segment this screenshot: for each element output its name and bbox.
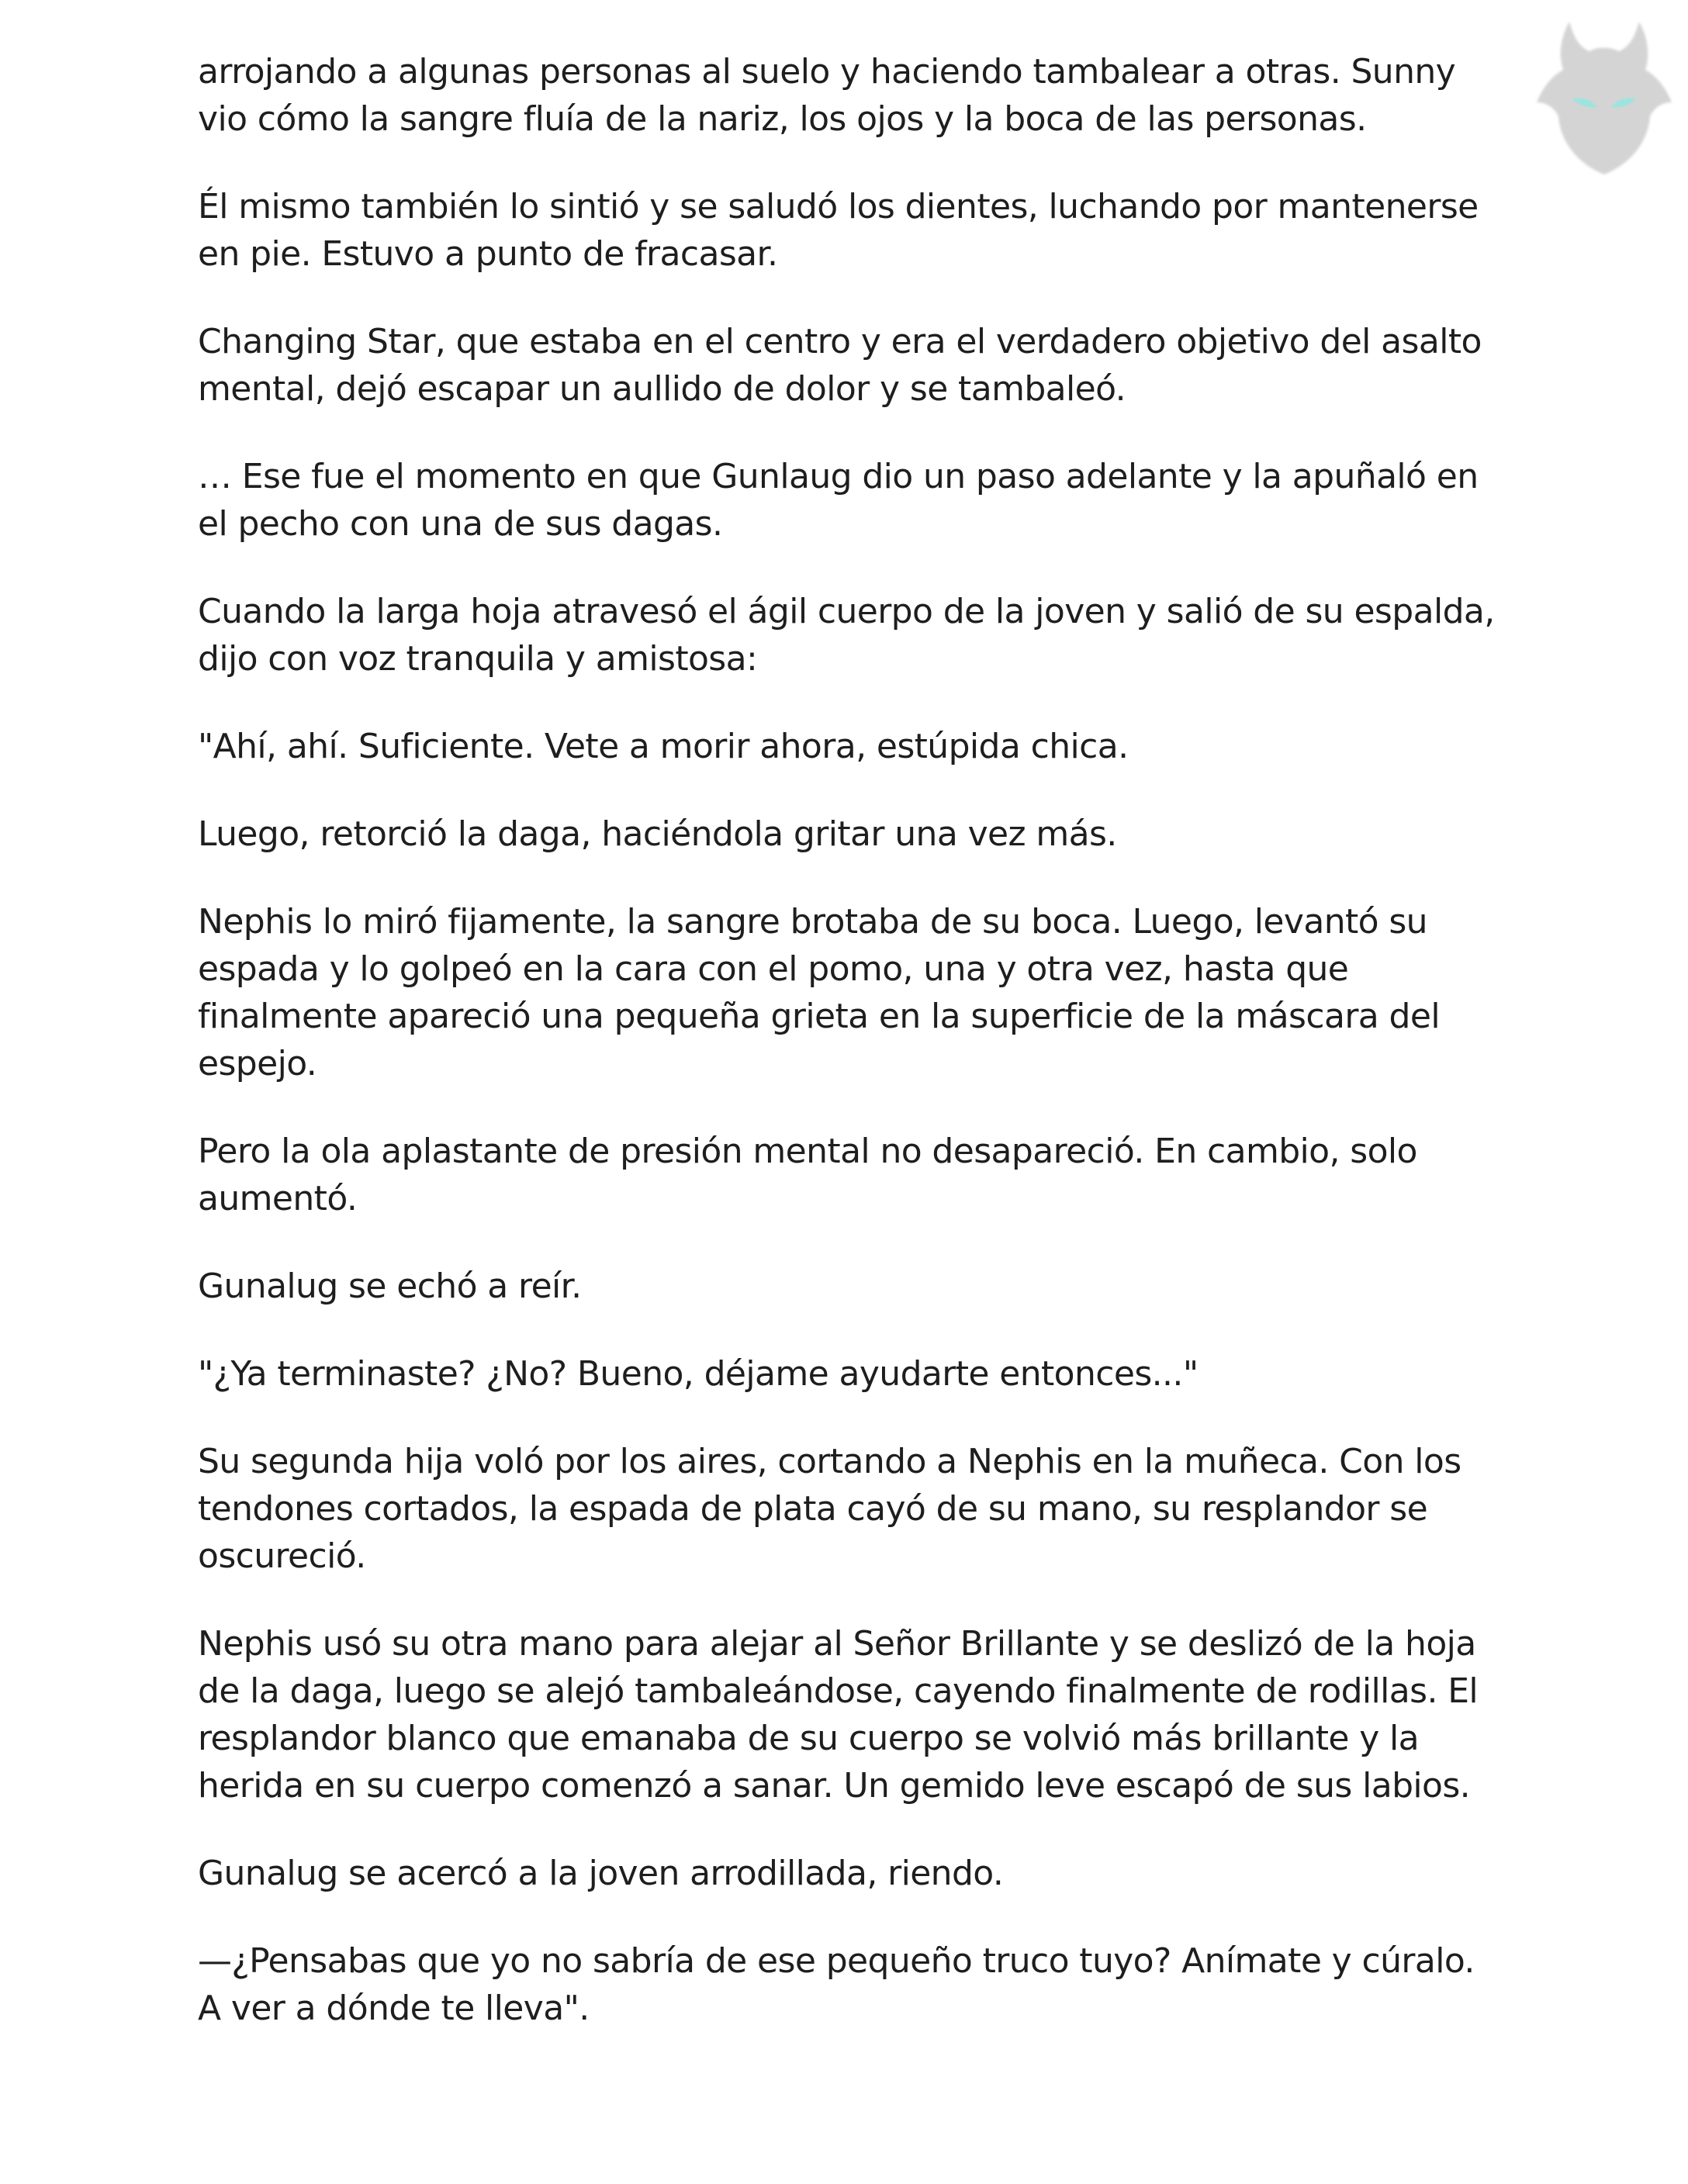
paragraph: Gunalug se echó a reír. — [198, 1267, 582, 1306]
paragraph: Nephis lo miró fijamente, la sangre brotaba de su boca. Luego, levantó su espada y lo golpeó en la cara con el pomo, una y otra vez, hasta que finalmente apareció una pequeña grieta en la superficie de la máscara del espejo. — [198, 902, 1440, 1083]
paragraph: Cuando la larga hoja atravesó el ágil cuerpo de la joven y salió de su espalda, dijo con voz tranquila y amistosa: — [198, 592, 1495, 679]
paragraph: Pero la ola aplastante de presión mental no desapareció. En cambio, solo aumentó. — [198, 1132, 1417, 1218]
paragraph: —¿Pensabas que yo no sabría de ese pequeño truco tuyo? Anímate y cúralo. A ver a dónde te lleva". — [198, 1941, 1475, 2028]
paragraph: arrojando a algunas personas al suelo y haciendo tambalear a otras. Sunny vio cómo la sangre fluía de la nariz, los ojos y la boca de las personas. — [198, 52, 1456, 139]
paragraph: Changing Star, que estaba en el centro y era el verdadero objetivo del asalto mental, dejó escapar un aullido de dolor y se tambaleó. — [198, 322, 1482, 409]
paragraph: Luego, retorció la daga, haciéndola gritar una vez más. — [198, 814, 1117, 854]
demon-head-logo-icon — [1532, 16, 1676, 182]
paragraph: "¿Ya terminaste? ¿No? Bueno, déjame ayudarte entonces..." — [198, 1354, 1199, 1394]
paragraph: Su segunda hija voló por los aires, cortando a Nephis en la muñeca. Con los tendones cortados, la espada de plata cayó de su mano, su resplandor se oscureció. — [198, 1442, 1461, 1576]
paragraph: Nephis usó su otra mano para alejar al Señor Brillante y se deslizó de la hoja de la daga, luego se alejó tambaleándose, cayendo finalmente de rodillas. El resplandor blanco que emanaba de su cuerpo se volvió más brillante y la herida en su cuerpo comenzó a sanar. Un gemido leve escapó de sus labios. — [198, 1624, 1479, 1806]
paragraph: Él mismo también lo sintió y se saludó los dientes, luchando por mantenerse en pie. Estuvo a punto de fracasar. — [198, 187, 1479, 274]
paragraph: "Ahí, ahí. Suficiente. Vete a morir ahora, estúpida chica. — [198, 727, 1129, 766]
document-page — [198, 48, 1501, 2072]
paragraph: Gunalug se acercó a la joven arrodillada, riendo. — [198, 1854, 1004, 1893]
paragraph: … Ese fue el momento en que Gunlaug dio un paso adelante y la apuñaló en el pecho con una de sus dagas. — [198, 457, 1479, 544]
